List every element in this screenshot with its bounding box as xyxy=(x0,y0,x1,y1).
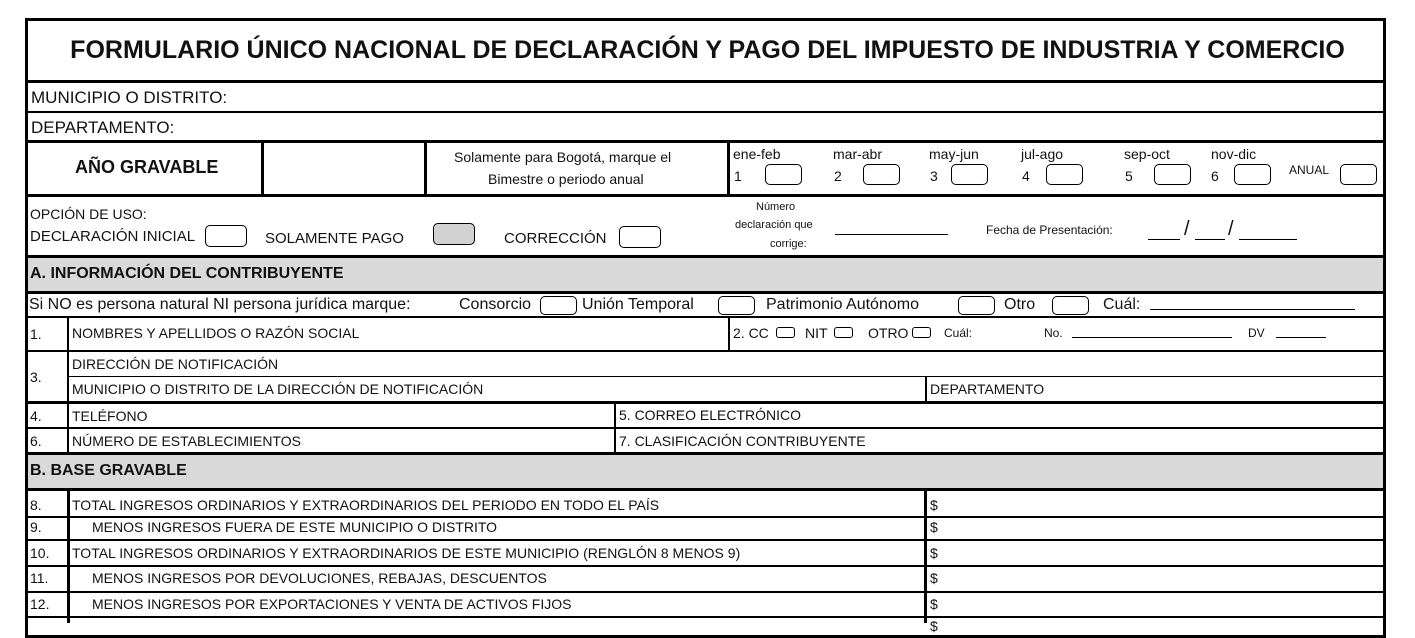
row-12-number: 12. xyxy=(30,596,50,612)
municipio-label: MUNICIPIO O DISTRITO: xyxy=(31,88,228,107)
row-1-number: 1. xyxy=(30,326,42,342)
form-title: FORMULARIO ÚNICO NACIONAL DE DECLARACIÓN Y PAGO DEL IMPUESTO DE INDUSTRIA Y COMERCIO xyxy=(70,36,1345,64)
row-10-label: TOTAL INGRESOS ORDINARIOS Y EXTRAORDINARIOS DE ESTE MUNICIPIO (RENGLÓN 8 MENOS 9) xyxy=(72,545,741,561)
period-2-checkbox[interactable] xyxy=(863,164,900,185)
section-b-header: B. BASE GRAVABLE xyxy=(30,462,187,479)
row-9-label: MENOS INGRESOS FUERA DE ESTE MUNICIPIO O DISTRITO xyxy=(92,519,498,535)
opcion-uso-label: OPCIÓN DE USO: xyxy=(30,206,147,222)
declaracion-inicial-label: DECLARACIÓN INICIAL xyxy=(30,228,196,245)
row-1-label: NOMBRES Y APELLIDOS O RAZÓN SOCIAL xyxy=(72,325,360,341)
divider xyxy=(67,317,69,452)
fecha-month-field[interactable] xyxy=(1195,238,1225,240)
patrimonio-autonomo-label: Patrimonio Autónomo xyxy=(766,296,919,313)
row-11-currency[interactable]: $ xyxy=(930,570,938,586)
row-6-label: NÚMERO DE ESTABLECIMIENTOS xyxy=(72,433,301,449)
bogota-note-line1: Solamente para Bogotá, marque el xyxy=(454,149,672,165)
divider xyxy=(25,539,1386,541)
period-5-checkbox[interactable] xyxy=(1154,164,1191,185)
section-a-header: A. INFORMACIÓN DEL CONTRIBUYENTE xyxy=(30,265,344,282)
solamente-pago-label: SOLAMENTE PAGO xyxy=(265,230,404,247)
fecha-presentacion-label: Fecha de Presentación: xyxy=(986,223,1113,237)
divider xyxy=(25,591,1386,593)
dv-label: DV xyxy=(1248,326,1265,340)
divider xyxy=(25,291,1386,294)
cc-checkbox[interactable] xyxy=(776,327,795,338)
divider xyxy=(25,111,1386,113)
row-3b-label: MUNICIPIO O DISTRITO DE LA DIRECCIÓN DE NOTIFICACIÓN xyxy=(72,381,484,397)
row-7-label: 7. CLASIFICACIÓN CONTRIBUYENTE xyxy=(619,433,866,449)
divider xyxy=(25,565,1386,567)
period-3-num: 3 xyxy=(930,168,938,184)
period-ene-feb: ene-feb xyxy=(733,146,781,162)
row-6-number: 6. xyxy=(30,433,42,449)
no-label: No. xyxy=(1044,326,1063,340)
row-8-label: TOTAL INGRESOS ORDINARIOS Y EXTRAORDINARIOS DEL PERIODO EN TODO EL PAÍS xyxy=(72,497,660,513)
divider xyxy=(424,142,427,195)
otro-doc-checkbox[interactable] xyxy=(912,327,931,338)
fecha-year-field[interactable] xyxy=(1239,238,1297,240)
period-nov-dic: nov-dic xyxy=(1211,146,1257,162)
row-9-number: 9. xyxy=(30,519,42,535)
consorcio-label: Consorcio xyxy=(459,296,532,313)
row-10-currency[interactable]: $ xyxy=(930,545,938,561)
divider xyxy=(25,488,1386,491)
period-1-checkbox[interactable] xyxy=(765,164,802,185)
otro-label: Otro xyxy=(1004,296,1036,313)
period-4-num: 4 xyxy=(1022,168,1030,184)
divider xyxy=(25,350,1386,352)
row-13-currency[interactable]: $ xyxy=(930,618,938,634)
divider xyxy=(261,142,264,195)
cual-label: Cuál: xyxy=(1103,296,1141,313)
row-11-number: 11. xyxy=(30,570,49,586)
divider xyxy=(728,317,730,351)
row-12-label: MENOS INGRESOS POR EXPORTACIONES Y VENTA DE ACTIVOS FIJOS xyxy=(92,596,572,612)
otro-checkbox[interactable] xyxy=(1052,296,1089,315)
period-3-checkbox[interactable] xyxy=(951,164,988,185)
cual-field[interactable] xyxy=(1150,308,1355,310)
period-may-jun: may-jun xyxy=(929,146,979,162)
numero-corrige-line1: Número xyxy=(756,201,796,213)
fecha-day-field[interactable] xyxy=(1148,238,1180,240)
period-6-checkbox[interactable] xyxy=(1234,164,1271,185)
doc-number-field[interactable] xyxy=(1072,336,1232,338)
correccion-label: CORRECCIÓN xyxy=(504,230,607,247)
row-8-currency[interactable]: $ xyxy=(930,497,938,513)
nit-checkbox[interactable] xyxy=(834,327,853,338)
divider xyxy=(25,516,1386,518)
date-separator: / xyxy=(1228,218,1234,240)
nit-label: NIT xyxy=(805,325,828,341)
divider xyxy=(924,491,927,623)
row-12-currency[interactable]: $ xyxy=(930,596,938,612)
divider xyxy=(25,80,1386,83)
period-1-num: 1 xyxy=(734,168,742,184)
divider xyxy=(25,616,1386,618)
section-b-header-bg xyxy=(28,455,1383,489)
divider xyxy=(727,142,730,195)
row-3-label: DIRECCIÓN DE NOTIFICACIÓN xyxy=(72,356,279,372)
anual-checkbox[interactable] xyxy=(1340,164,1377,185)
period-2-num: 2 xyxy=(834,168,842,184)
divider xyxy=(68,376,1386,377)
period-6-num: 6 xyxy=(1211,168,1219,184)
dv-field[interactable] xyxy=(1276,336,1326,338)
divider xyxy=(925,376,927,402)
departamento-label: DEPARTAMENTO: xyxy=(31,118,175,137)
solamente-pago-checkbox[interactable] xyxy=(433,223,475,245)
period-5-num: 5 xyxy=(1125,168,1133,184)
row-3-departamento-label: DEPARTAMENTO xyxy=(930,381,1045,397)
period-mar-abr: mar-abr xyxy=(833,146,883,162)
row-5-label: 5. CORREO ELECTRÓNICO xyxy=(619,407,802,423)
si-no-persona-label: Si NO es persona natural NI persona jurídica marque: xyxy=(29,296,411,313)
date-separator: / xyxy=(1184,218,1190,240)
bogota-note-line2: Bimestre o periodo anual xyxy=(488,171,644,187)
divider xyxy=(25,401,1386,404)
row-4-label: TELÉFONO xyxy=(72,408,148,424)
patrimonio-autonomo-checkbox[interactable] xyxy=(958,296,995,315)
union-temporal-label: Unión Temporal xyxy=(582,296,694,313)
union-temporal-checkbox[interactable] xyxy=(718,296,755,315)
row-3-number: 3. xyxy=(30,369,42,385)
numero-corrige-field[interactable] xyxy=(835,233,948,235)
divider xyxy=(25,140,1386,143)
otro-doc-label: OTRO xyxy=(868,325,909,341)
consorcio-checkbox[interactable] xyxy=(540,296,577,315)
row-2-cc-label: 2. CC xyxy=(733,325,769,341)
period-4-checkbox[interactable] xyxy=(1046,164,1083,185)
numero-corrige-line3: corrige: xyxy=(770,238,807,250)
divider xyxy=(25,316,1386,318)
anio-gravable-label: AÑO GRAVABLE xyxy=(75,157,219,177)
row-4-number: 4. xyxy=(30,408,42,424)
row-11-label: MENOS INGRESOS POR DEVOLUCIONES, REBAJAS, DESCUENTOS xyxy=(92,570,547,586)
row-8-number: 8. xyxy=(30,497,42,513)
cual-doc-label: Cuál: xyxy=(944,326,973,340)
divider xyxy=(25,427,1386,429)
period-sep-oct: sep-oct xyxy=(1124,146,1170,162)
divider xyxy=(25,194,1386,197)
divider xyxy=(67,491,70,623)
anual-label: ANUAL xyxy=(1289,163,1330,177)
declaracion-inicial-checkbox[interactable] xyxy=(205,225,247,247)
row-9-currency[interactable]: $ xyxy=(930,519,938,535)
period-jul-ago: jul-ago xyxy=(1021,146,1064,162)
row-10-number: 10. xyxy=(30,545,50,561)
correccion-checkbox[interactable] xyxy=(619,226,661,248)
numero-corrige-line2: declaración que xyxy=(735,219,813,231)
